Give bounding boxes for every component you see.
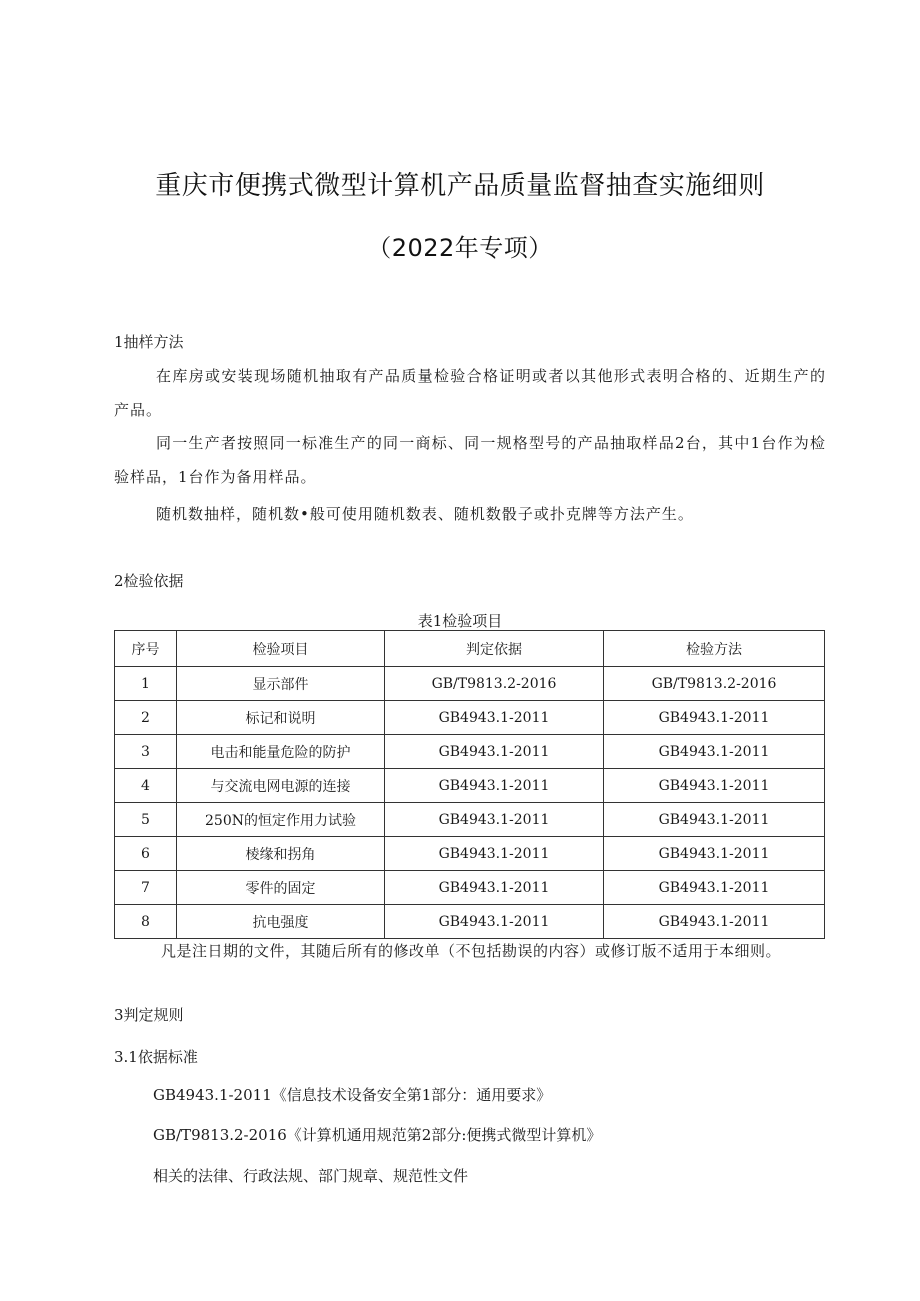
section-1-paragraph-1: 在库房或安装现场随机抽取有产品质量检验合格证明或者以其他形式表明合格的、近期生产的产品。 bbox=[114, 367, 826, 419]
section-3-1-heading: 3.1依据标准 bbox=[114, 1048, 198, 1066]
table-caption: 表1检验项目 bbox=[417, 612, 503, 630]
document-subtitle: （2022年专项） bbox=[367, 234, 553, 262]
row-basis: GB4943.1-2011 bbox=[385, 701, 604, 735]
document-title: 重庆市便携式微型计算机产品质量监督抽查实施细则 bbox=[155, 171, 765, 201]
row-method: GB4943.1-2011 bbox=[604, 735, 825, 769]
column-header-index: 序号 bbox=[115, 631, 177, 667]
row-basis: GB/T9813.2-2016 bbox=[385, 667, 604, 701]
row-basis: GB4943.1-2011 bbox=[385, 837, 604, 871]
table-row bbox=[115, 701, 825, 735]
row-basis: GB4943.1-2011 bbox=[385, 735, 604, 769]
standard-item-3: 相关的法律、行政法规、部门规章、规范性文件 bbox=[153, 1167, 469, 1185]
row-index: 1 bbox=[115, 667, 177, 701]
row-item: 零件的固定 bbox=[177, 871, 385, 905]
row-index: 5 bbox=[115, 803, 177, 837]
row-method: GB4943.1-2011 bbox=[604, 803, 825, 837]
row-index: 6 bbox=[115, 837, 177, 871]
row-basis: GB4943.1-2011 bbox=[385, 769, 604, 803]
section-1-paragraph-3: 随机数抽样，随机数•般可使用随机数表、随机数骰子或扑克牌等方法产生。 bbox=[156, 505, 694, 523]
standard-item-2: GB/T9813.2-2016《计算机通用规范第2部分:便携式微型计算机》 bbox=[153, 1126, 602, 1144]
inspection-items-table bbox=[114, 630, 825, 939]
row-method: GB4943.1-2011 bbox=[604, 905, 825, 939]
standard-item-1: GB4943.1-2011《信息技术设备安全第1部分：通用要求》 bbox=[153, 1086, 552, 1104]
table-row bbox=[115, 769, 825, 803]
table-row bbox=[115, 667, 825, 701]
column-header-method: 检验方法 bbox=[604, 631, 825, 667]
section-1-heading: 1抽样方法 bbox=[114, 333, 184, 351]
row-method: GB4943.1-2011 bbox=[604, 871, 825, 905]
table-row bbox=[115, 803, 825, 837]
section-1-paragraph-2: 同一生产者按照同一标准生产的同一商标、同一规格型号的产品抽取样品2台，其中1台作为检验样品，1台作为备用样品。 bbox=[114, 434, 826, 486]
table-row bbox=[115, 735, 825, 769]
row-index: 7 bbox=[115, 871, 177, 905]
table-row bbox=[115, 905, 825, 939]
row-basis: GB4943.1-2011 bbox=[385, 803, 604, 837]
column-header-basis: 判定依据 bbox=[385, 631, 604, 667]
row-method: GB/T9813.2-2016 bbox=[604, 667, 825, 701]
table-row bbox=[115, 871, 825, 905]
row-index: 3 bbox=[115, 735, 177, 769]
row-method: GB4943.1-2011 bbox=[604, 701, 825, 735]
row-basis: GB4943.1-2011 bbox=[385, 905, 604, 939]
section-3-heading: 3判定规则 bbox=[114, 1006, 184, 1024]
column-header-item: 检验项目 bbox=[177, 631, 385, 667]
table-header-row bbox=[115, 631, 825, 667]
row-item: 电击和能量危险的防护 bbox=[177, 735, 385, 769]
row-index: 2 bbox=[115, 701, 177, 735]
row-basis: GB4943.1-2011 bbox=[385, 871, 604, 905]
row-item: 显示部件 bbox=[177, 667, 385, 701]
table-row bbox=[115, 837, 825, 871]
row-item: 与交流电网电源的连接 bbox=[177, 769, 385, 803]
row-index: 8 bbox=[115, 905, 177, 939]
row-index: 4 bbox=[115, 769, 177, 803]
row-item: 标记和说明 bbox=[177, 701, 385, 735]
section-2-heading: 2检验依据 bbox=[114, 572, 184, 590]
row-item: 250N的恒定作用力试验 bbox=[177, 803, 385, 837]
row-item: 棱缘和拐角 bbox=[177, 837, 385, 871]
row-item: 抗电强度 bbox=[177, 905, 385, 939]
row-method: GB4943.1-2011 bbox=[604, 769, 825, 803]
table-note: 凡是注日期的文件，其随后所有的修改单（不包括勘误的内容）或修订版不适用于本细则。 bbox=[161, 942, 782, 960]
row-method: GB4943.1-2011 bbox=[604, 837, 825, 871]
